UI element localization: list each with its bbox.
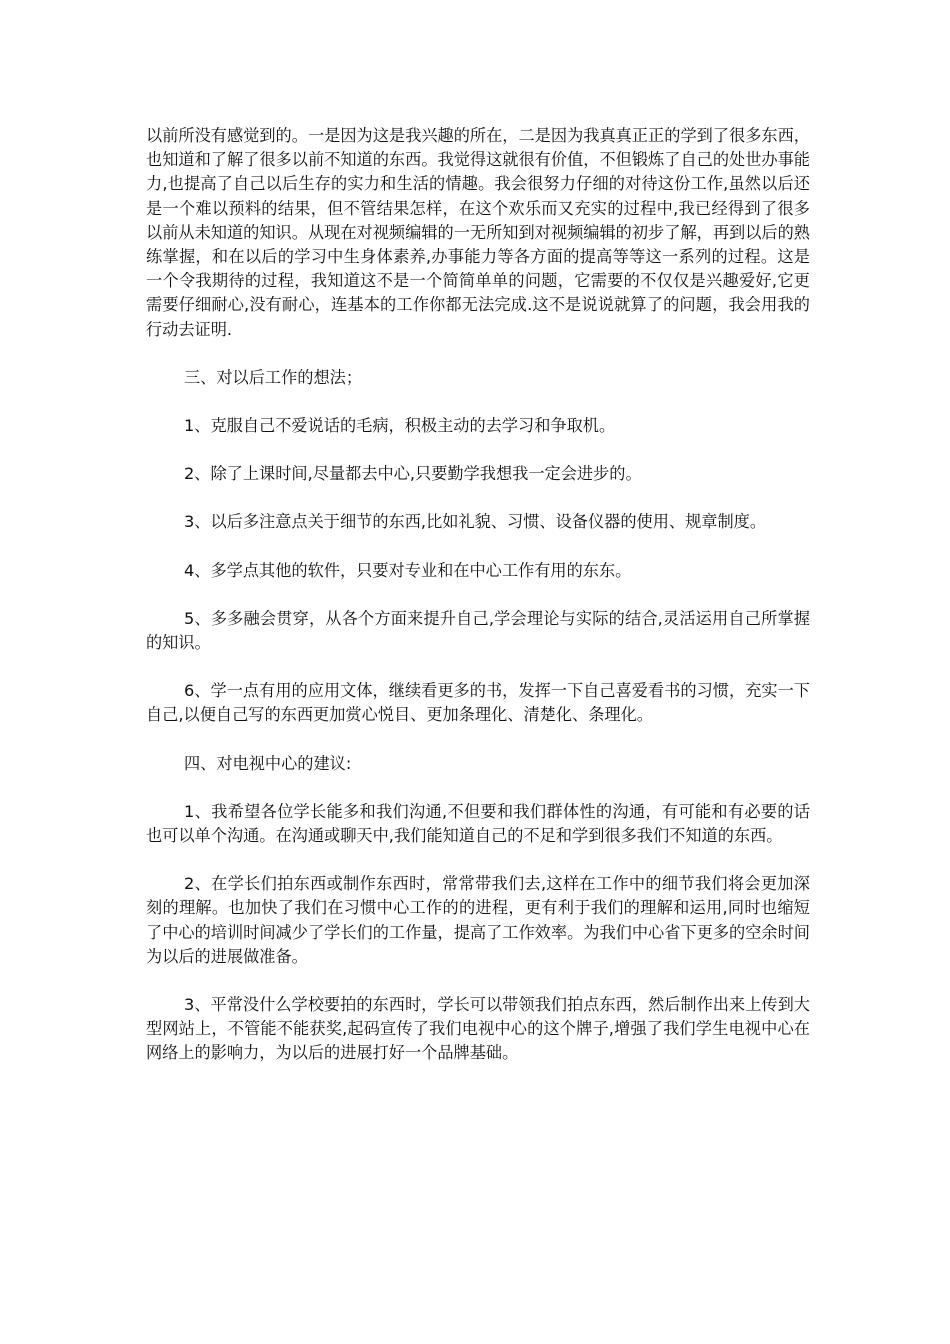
section-4-item-2: 2、在学长们拍东西或制作东西时，常常带我们去,这样在工作中的细节我们将会更加深刻的理解。也加快了我们在习惯中心工作的的进程，更有利于我们的理解和运用,同时也缩短了中心的培训时间减少了学长们的工作量，提高了工作效率。为我们中心省下更多的空余时间为以后的进展做准备。 <box>146 874 810 966</box>
document-page <box>146 124 810 1090</box>
section-3-item-1: 1、克服自己不爱说话的毛病，积极主动的去学习和争取机。 <box>184 416 616 436</box>
section-3-item-4: 4、多学点其他的软件，只要对专业和在中心工作有用的东东。 <box>184 560 632 580</box>
section-3-heading: 三、对以后工作的想法； <box>184 367 363 387</box>
section-3-item-2: 2、除了上课时间,尽量都去中心,只要勤学我想我一定会进步的。 <box>184 464 642 484</box>
section-4-heading: 四、对电视中心的建议: <box>184 753 352 773</box>
section-4-item-1: 1、我希望各位学长能多和我们沟通,不但要和我们群体性的沟通，有可能和有必要的话也可以单个沟通。在沟通或聊天中,我们能知道自己的不足和学到很多我们不知道的东西。 <box>146 801 810 846</box>
section-3-item-3: 3、以后多注意点关于细节的东西,比如礼貌、习惯、设备仪器的使用、规章制度。 <box>184 512 767 532</box>
section-3-item-6: 6、学一点有用的应用文体，继续看更多的书，发挥一下自己喜爱看书的习惯，充实一下自己,以便自己写的东西更加赏心悦目、更加条理化、清楚化、条理化。 <box>146 681 810 725</box>
section-4-item-3: 3、平常没什么学校要拍的东西时，学长可以带领我们拍点东西，然后制作出来上传到大型网站上，不管能不能获奖,起码宣传了我们电视中心的这个牌子,增强了我们学生电视中心在网络上的影响力，为以后的进展打好一个品牌基础。 <box>146 995 810 1063</box>
intro-paragraph: 以前所没有感觉到的。一是因为这是我兴趣的所在，二是因为我真真正正的学到了很多东西，也知道和了解了很多以前不知道的东西。我觉得这就很有价值，不但锻炼了自己的处世办事能力,也提高了自己以后生存的实力和生活的情趣。我会很努力仔细的对待这份工作,虽然以后还是一个难以预料的结果，但不管结果怎样，在这个欢乐而又充实的过程中,我已经得到了很多以前从未知道的知识。从现在对视频编辑的一无所知到对视频编辑的初步了解，再到以后的熟练掌握，和在以后的学习中生身体素养,办事能力等各方面的提高等等这一系列的过程。这是一个令我期待的过程，我知道这不是一个简简单单的问题，它需要的不仅仅是兴趣爱好,它更需要仔细耐心,没有耐心，连基本的工作你都无法完成.这不是说说就算了的问题，我会用我的行动去证明. <box>146 126 810 339</box>
section-3-item-5: 5、多多融会贯穿，从各个方面来提升自己,学会理论与实际的结合,灵活运用自己所掌握的知识。 <box>146 608 810 653</box>
